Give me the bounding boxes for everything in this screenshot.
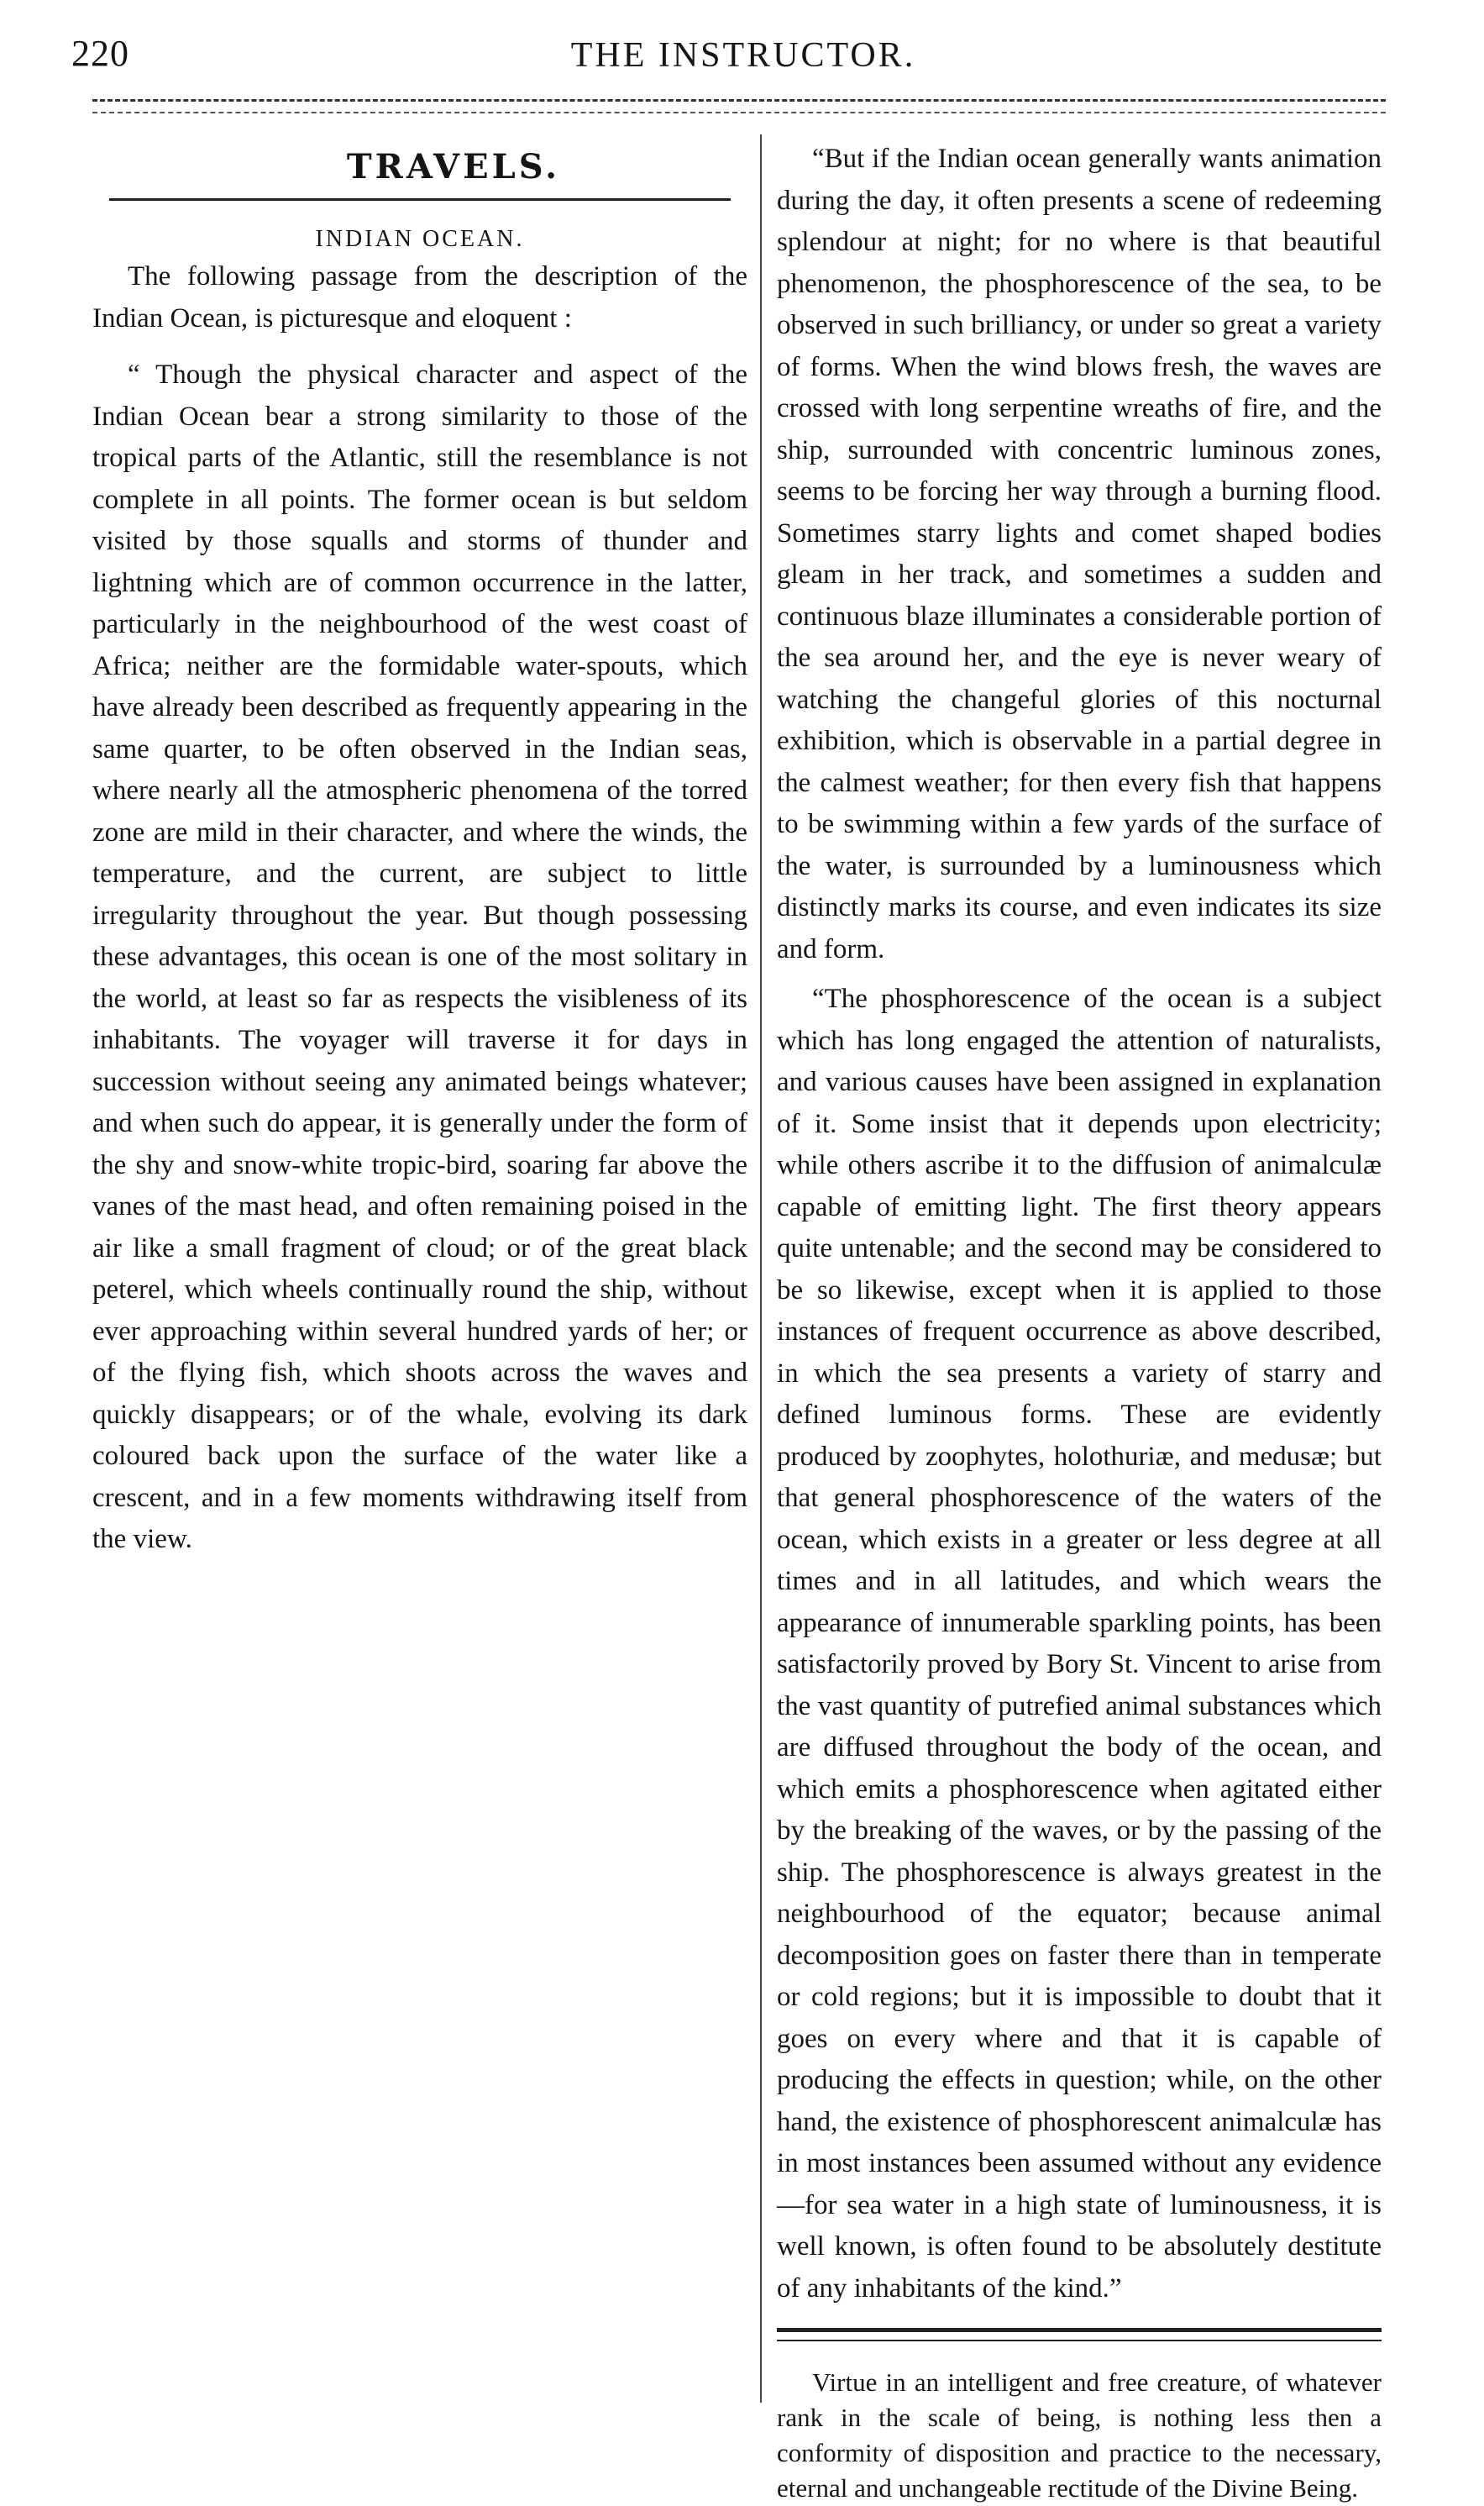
left-column xyxy=(92,139,747,1561)
page-number: 220 xyxy=(71,33,129,74)
virtue-text: Virtue in an intelligent and free creature, of whatever rank in the scale of being, is nothing less then a conformity of disposition and practice to the necessary, eternal and unchangeable rectitude of the Divine Being. xyxy=(777,2367,1382,2503)
paragraph-2: “But if the Indian ocean generally wants animation during the day, it often presents a scene of redeeming splendour at night; for no where is that beautiful phenomenon, the phosphorescence of the sea, to be observed in such brilliancy, or under so great a variety of forms. When the wind blows fresh, the waves are crossed with long serpentine wreaths of fire, and the ship, surrounded with concentric luminous zones, seems to be forcing her way through a burning flood. Sometimes starry lights and comet shaped bodies gleam in her track, and sometimes a sudden and continuous blaze illuminates a considerable portion of the sea around her, and the eye is never weary of watching the changeful glories of this nocturnal exhibition, which is observable in a partial degree in the calmest weather; for then every fish that happens to be swimming within a few yards of the surface of the water, is surrounded by a luminousness which distinctly marks its course, and even indicates its size and form. xyxy=(777,144,1382,964)
virtue-note xyxy=(777,2365,1382,2506)
paragraph-1: “ Though the physical character and aspect of the Indian Ocean bear a strong similarity to those of the tropical parts of the Atlantic, still the resemblance is not complete in all points. The former ocean is but seldom visited by those squalls and storms of thunder and lightning which are of common occurrence in the latter, particularly in the neighbourhood of the west coast of Africa; neither are the formidable water-spouts, which have already been described as frequently appearing in the same quarter, to be often observed in the Indian seas, where nearly all the atmospheric phenomena of the torred zone are mild in their character, and where the winds, the temperature, and the current, are subject to little irregularity throughout the year. But though possessing these advantages, this ocean is one of the most solitary in the world, at least so far as respects the visibleness of its inhabitants. The voyager will traverse it for days in succession without seeing any animated beings whatever; and when such do appear, it is generally under the form of the shy and snow-white tropic-bird, soaring far above the vanes of the mast head, and often remaining poised in the air like a small fragment of cloud; or of the great black peterel, which wheels continually round the ship, without ever approaching within several hundred yards of her; or of the flying fish, which shoots across the waves and quickly disappears; or of the whale, evolving its dark coloured back upon the surface of the water like a crescent, and in a few moments withdrawing itself from the view. xyxy=(92,360,747,1554)
title-rule xyxy=(109,198,731,201)
header-rule xyxy=(92,99,1386,113)
section-title: TRAVELS. xyxy=(346,147,561,187)
separator-rule xyxy=(777,2328,1382,2341)
column-divider xyxy=(760,134,762,2403)
running-head: THE INSTRUCTOR. xyxy=(570,36,916,75)
page-header xyxy=(71,25,1415,84)
intro-paragraph: The following passage from the description of the Indian Ocean, is picturesque and eloquent : xyxy=(92,261,747,334)
article-subtitle: INDIAN OCEAN. xyxy=(315,226,525,252)
paragraph-3: “The phosphorescence of the ocean is a subject which has long engaged the attention of naturalists, and various causes have been assigned in explanation of it. Some insist that it depends upon electricity; while others ascribe it to the diffusion of animalculæ capable of emitting light. The first theory appears quite untenable; and the second may be considered to be so likewise, except when it is applied to those instances of frequent occurrence as above described, in which the sea presents a variety of starry and defined luminous forms. These are evidently produced by zoophytes, holothuriæ, and medusæ; but that general phosphorescence of the waters of the ocean, which exists in a greater or less degree at all times and in all latitudes, and which wears the appearance of innumerable sparkling points, has been satisfactorily proved by Bory St. Vincent to arise from the vast quantity of putrefied animal substances which are diffused throughout the body of the ocean, and which emits a phosphorescence when agitated either by the breaking of the waves, or by the passing of the ship. The phosphorescence is always greatest in the neighbourhood of the equator; because animal decomposition goes on faster there than in temperate or cold regions; but it is impossible to doubt that it goes on every where and that it is capable of producing the effects in question; while, on the other hand, the existence of phosphorescent animalculæ has in most instances been assumed without any evidence—for sea water in a high state of luminousness, it is well known, is often found to be absolutely destitute of any inhabitants of the kind.” xyxy=(777,984,1382,2304)
right-column xyxy=(777,139,1382,2506)
